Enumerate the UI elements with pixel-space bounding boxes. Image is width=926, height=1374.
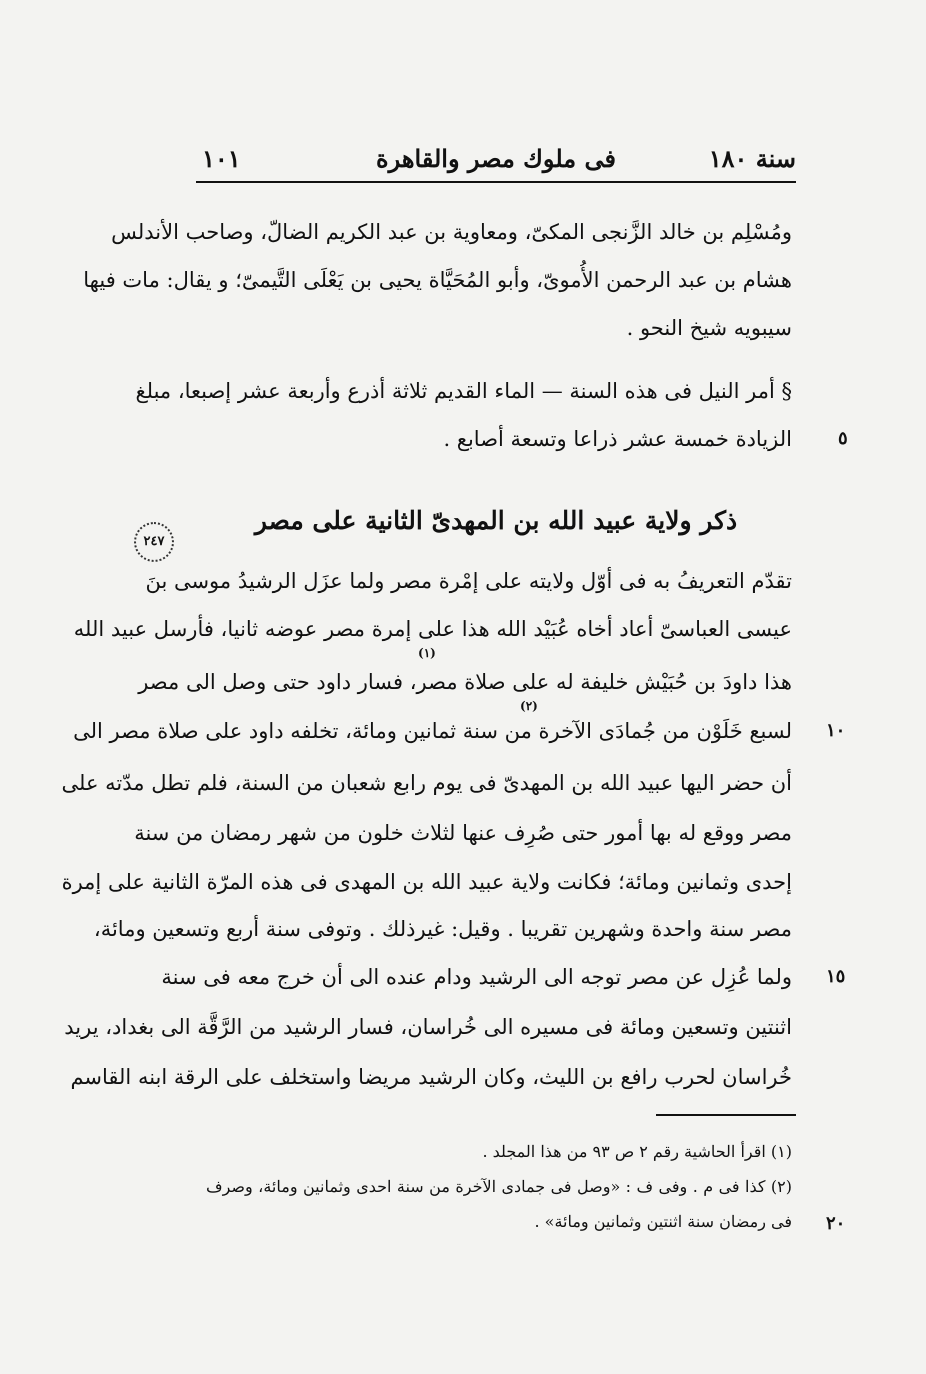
section-heading: ذكر ولاية عبيد الله بن المهدىّ الثانية على مصر bbox=[254, 506, 738, 535]
text-line: ومُسْلِم بن خالد الزَّنجى المكىّ، ومعاوية بن عبد الكريم الضالّ، وصاحب الأندلس bbox=[111, 220, 792, 244]
footnote-mark: (١) bbox=[418, 646, 436, 660]
text-line: تقدّم التعريفُ به فى أوّل ولايته على إمْرة مصر ولما عزَل الرشيدُ موسى بنَ bbox=[145, 569, 792, 593]
footnote: (١) اقرأ الحاشية رقم ٢ ص ٩٣ من هذا المجلد . bbox=[482, 1142, 792, 1161]
header-title: فى ملوك مصر والقاهرة bbox=[376, 144, 616, 173]
line-number: ٥ bbox=[838, 428, 848, 449]
text-line: لسبع خَلَوْن من جُمادَى الآخرة من سنة ثمانين ومائة، تخلفه داود على صلاة مصر الى bbox=[73, 719, 792, 743]
line-number: ١٥ bbox=[826, 966, 846, 987]
text-line: سيبويه شيخ النحو . bbox=[626, 316, 792, 340]
text-line: أن حضر اليها عبيد الله بن المهدىّ فى يوم رابع شعبان من السنة، فلم تطل مدّته على bbox=[61, 771, 792, 795]
page-number: ١٠١ bbox=[202, 144, 241, 173]
footnote-mark: (٢) bbox=[520, 699, 538, 713]
text-line: اثنتين وتسعين ومائة فى مسيره الى خُراسان، فسار الرشيد من الرَّقَّة الى بغداد، يريد bbox=[64, 1015, 792, 1039]
header-year: سنة ١٨٠ bbox=[708, 144, 796, 173]
text-line: مصر ووقع له بها أمور حتى صُرِف عنها لثلاث خلون من شهر رمضان من سنة bbox=[134, 821, 792, 845]
text-line: خُراسان لحرب رافع بن الليث، وكان الرشيد مريضا واستخلف على الرقة ابنه القاسم bbox=[70, 1065, 792, 1089]
text-line: هذا داودَ بن حُبَيْش خليفة له على صلاة مصر، فسار داود حتى وصل الى مصر bbox=[138, 670, 792, 694]
text-line: مصر سنة واحدة وشهرين تقريبا . وقيل: غيرذلك . وتوفى سنة أربع وتسعين ومائة، bbox=[93, 917, 792, 941]
marginal-page-seal: ٢٤٧ bbox=[134, 522, 174, 562]
footnote: (٢) كذا فى م . وفى ف : «وصل فى جمادى الآخرة من سنة احدى وثمانين ومائة، وصرف bbox=[206, 1177, 792, 1196]
footnote: فى رمضان سنة اثنتين وثمانين ومائة» . bbox=[534, 1212, 792, 1231]
header-divider bbox=[196, 181, 796, 183]
text-line: الزيادة خمسة عشر ذراعا وتسعة أصابع . bbox=[443, 427, 792, 451]
text-line: ولما عُزِل عن مصر توجه الى الرشيد ودام عنده الى أن خرج معه فى سنة bbox=[161, 965, 792, 989]
text-line: § أمر النيل فى هذه السنة — الماء القديم ثلاثة أذرع وأربعة عشر إصبعا، مبلغ bbox=[135, 379, 792, 403]
text-line: إحدى وثمانين ومائة؛ فكانت ولاية عبيد الله بن المهدى فى هذه المرّة الثانية على إمرة bbox=[61, 870, 792, 894]
footnote-divider bbox=[656, 1114, 796, 1116]
running-header bbox=[196, 138, 796, 178]
text-line: عيسى العباسىّ أعاد أخاه عُبَيْد الله هذا على إمرة مصر عوضه ثانيا، فأرسل عبيد الله bbox=[73, 617, 792, 641]
line-number: ٢٠ bbox=[826, 1213, 846, 1234]
line-number: ١٠ bbox=[826, 720, 846, 741]
text-line: هشام بن عبد الرحمن الأُموىّ، وأبو المُحَيَّاة يحيى بن يَعْلَى التَّيمىّ؛ و يقال: مات فيها bbox=[83, 268, 792, 292]
